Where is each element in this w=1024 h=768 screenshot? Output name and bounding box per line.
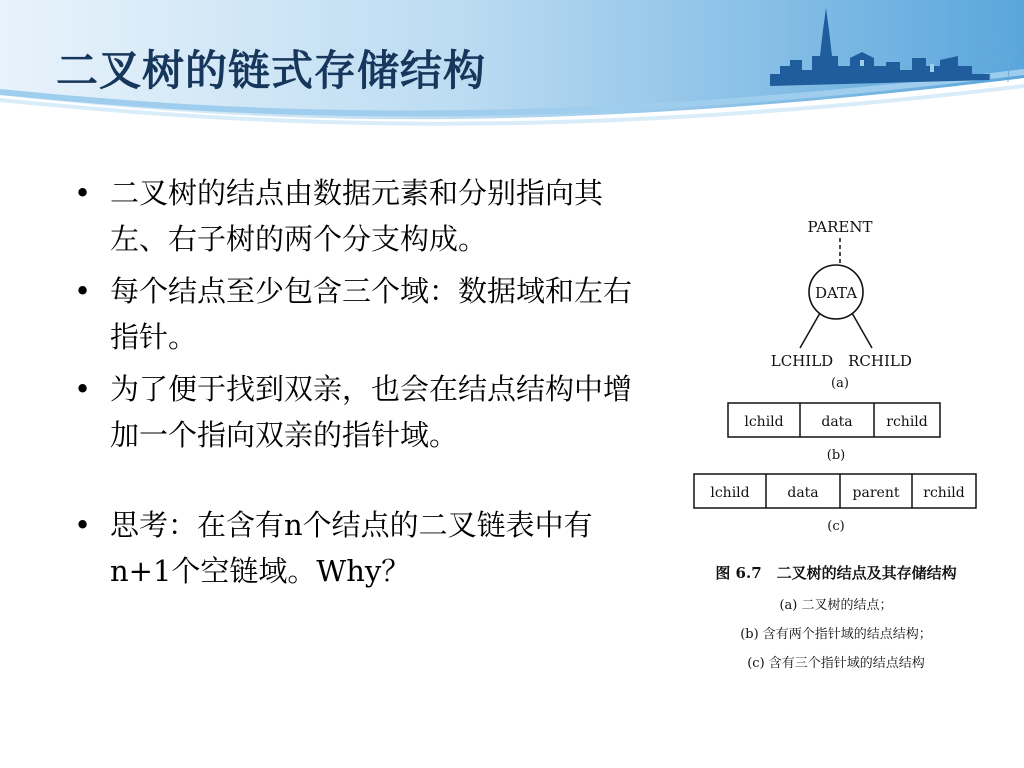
- right-branch: [852, 313, 872, 348]
- bullet-list: [70, 170, 640, 600]
- bullet-item: [70, 502, 640, 594]
- bullet-text: 为了便于找到双亲，也会在结点结构中增加一个指向双亲的指针域。: [110, 372, 633, 452]
- figure-note: (c) 含有三个指针域的结点结构: [747, 656, 925, 671]
- field-cell: lchild: [710, 485, 750, 501]
- bullet-item: [70, 268, 640, 360]
- field-cell: lchild: [744, 414, 784, 430]
- field-cell: rchild: [923, 485, 965, 501]
- field-cell: rchild: [886, 414, 928, 430]
- bullet-item: [70, 366, 640, 458]
- bullet-marker: •: [74, 508, 92, 542]
- rchild-label: RCHILD: [848, 352, 912, 370]
- figure-tag-b: (b): [826, 448, 846, 463]
- figure-tag-a: (a): [831, 376, 849, 391]
- data-node-label: DATA: [814, 284, 858, 302]
- lchild-label: LCHILD: [770, 352, 834, 370]
- node-structure-figure: [660, 200, 1000, 690]
- field-cell: data: [821, 414, 853, 430]
- figure-caption: 图 6.7 二叉树的结点及其存储结构: [715, 564, 957, 582]
- bullet-marker: •: [74, 274, 92, 308]
- parent-label: PARENT: [807, 218, 873, 236]
- bullet-marker: •: [74, 176, 92, 210]
- figure-note: (b) 含有两个指针域的结点结构；: [740, 627, 932, 642]
- page-title: 二叉树的链式存储结构: [56, 46, 487, 95]
- figure-note: (a) 二叉树的结点；: [779, 598, 893, 613]
- bullet-text: 二叉树的结点由数据元素和分别指向其左、右子树的两个分支构成。: [110, 176, 604, 256]
- field-cell: data: [787, 485, 819, 501]
- field-cell: parent: [852, 485, 900, 501]
- bullet-item: [70, 170, 640, 262]
- bullet-text: 每个结点至少包含三个域：数据域和左右指针。: [110, 274, 633, 354]
- bullet-marker: •: [74, 372, 92, 406]
- left-branch: [800, 313, 820, 348]
- bullet-text: 思考：在含有n个结点的二叉链表中有n+1个空链域。Why？: [110, 508, 593, 588]
- figure-tag-c: (c): [827, 519, 845, 534]
